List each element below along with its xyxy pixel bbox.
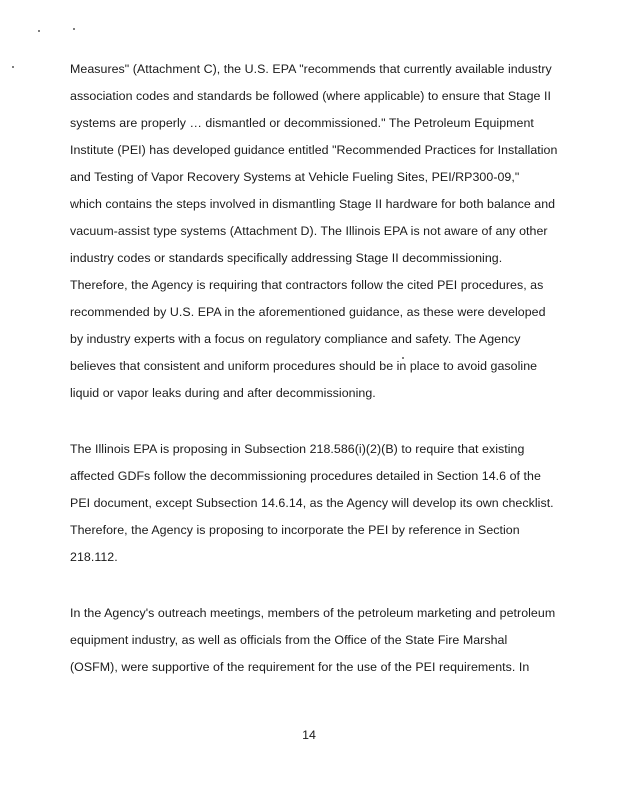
page-number: 14 [302,728,316,742]
text-line: Institute (PEI) has developed guidance entitled "Recommended Practices for Installation [70,143,558,157]
text-line: affected GDFs follow the decommissioning procedures detailed in Section 14.6 of the [70,469,541,483]
text-line: PEI document, except Subsection 14.6.14, as the Agency will develop its own checklist. [70,496,554,510]
text-line: industry codes or standards specifically addressing Stage II decommissioning. [70,251,503,265]
text-line: and Testing of Vapor Recovery Systems at Vehicle Fueling Sites, PEI/RP300-09," [70,170,520,184]
text-line: liquid or vapor leaks during and after decommissioning. [70,386,376,400]
text-line: recommended by U.S. EPA in the aforementioned guidance, as these were developed [70,305,546,319]
text-line: Therefore, the Agency is proposing to incorporate the PEI by reference in Section [70,523,520,537]
text-line: The Illinois EPA is proposing in Subsection 218.586(i)(2)(B) to require that existing [70,442,525,456]
scan-speck [73,28,75,30]
text-line: Measures" (Attachment C), the U.S. EPA "recommends that currently available industry [70,62,552,76]
text-line: association codes and standards be followed (where applicable) to ensure that Stage II [70,89,551,103]
text-line: (OSFM), were supportive of the requirement for the use of the PEI requirements. In [70,660,530,674]
text-line: systems are properly … dismantled or decommissioned." The Petroleum Equipment [70,116,534,130]
text-line: Therefore, the Agency is requiring that contractors follow the cited PEI procedures, as [70,278,544,292]
text-line: equipment industry, as well as officials from the Office of the State Fire Marshal [70,633,508,647]
text-line: In the Agency's outreach meetings, members of the petroleum marketing and petroleum [70,606,556,620]
text-line: 218.112. [70,550,118,564]
text-line: which contains the steps involved in dismantling Stage II hardware for both balance and [70,197,556,211]
scan-speck [38,30,40,32]
scan-speck [12,66,14,68]
text-line: believes that consistent and uniform procedures should be in place to avoid gasoline [70,359,538,373]
text-line: vacuum-assist type systems (Attachment D). The Illinois EPA is not aware of any other [70,224,548,238]
text-line: by industry experts with a focus on regulatory compliance and safety. The Agency [70,332,521,346]
